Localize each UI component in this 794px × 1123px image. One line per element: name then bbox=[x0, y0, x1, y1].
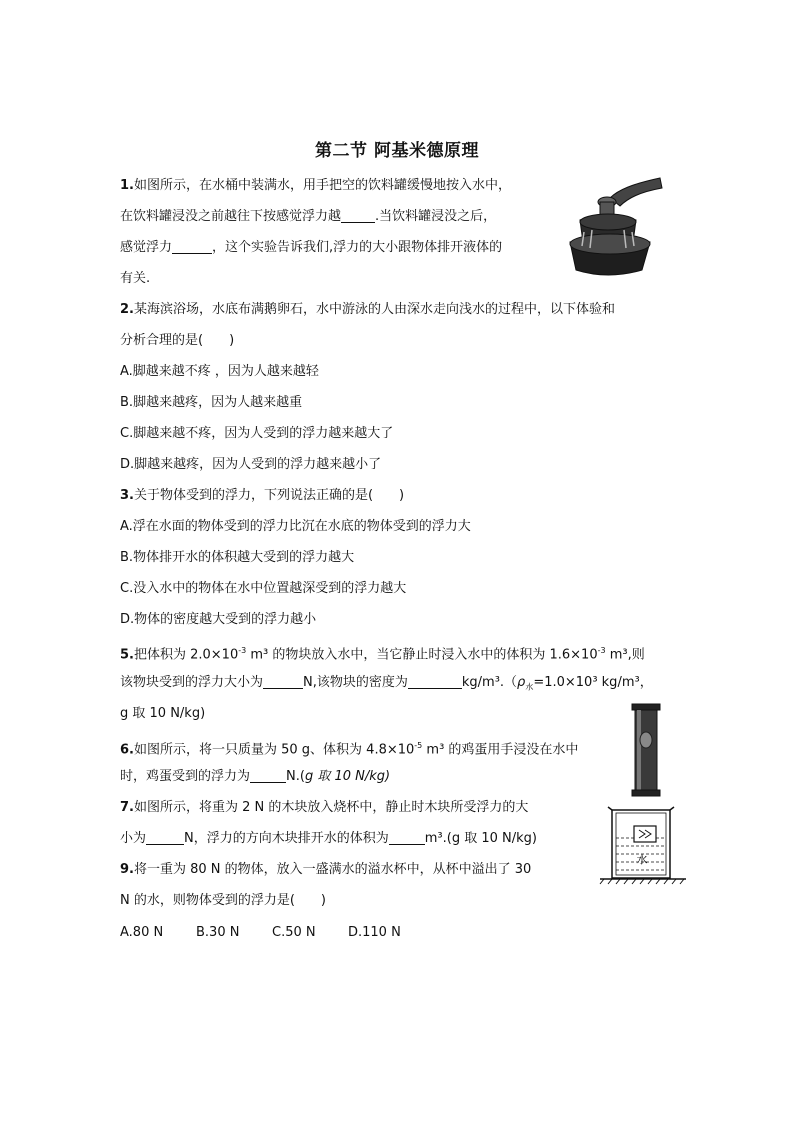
q3-option-a-text: 浮在水面的物体受到的浮力比沉在水底的物体受到的浮力大 bbox=[132, 519, 471, 534]
q3-option-c-letter: C. bbox=[120, 581, 134, 596]
q3-text-1: 关于物体受到的浮力，下列说法正确的是( ) bbox=[133, 488, 405, 503]
q3-option-a[interactable] bbox=[120, 518, 471, 536]
q7-number: 7. bbox=[120, 800, 134, 815]
page-title: 第二节 阿基米德原理 bbox=[315, 141, 479, 161]
q9-number: 9. bbox=[120, 862, 134, 877]
q6-text-2c: g 取 10 N/kg) bbox=[304, 769, 391, 784]
q5-exponent-1: -3 bbox=[238, 646, 247, 655]
q3-option-b-text: 物体排开水的体积越大受到的浮力越大 bbox=[133, 550, 355, 565]
q1-number: 1. bbox=[120, 178, 134, 193]
q3-option-d-letter: D. bbox=[120, 612, 135, 627]
q1-line-3 bbox=[120, 239, 502, 257]
q7-text-1: 如图所示，将重为 2 N 的木块放入烧杯中，静止时木块所受浮力的大 bbox=[133, 800, 529, 815]
q7-line-1 bbox=[120, 799, 528, 817]
q3-option-d[interactable] bbox=[120, 611, 316, 629]
q9-line-1 bbox=[120, 861, 531, 879]
q2-text-1: 某海滨浴场，水底布满鹅卵石，水中游泳的人由深水走向浅水的过程中，以下体验和 bbox=[133, 302, 615, 317]
q3-option-b[interactable] bbox=[120, 549, 354, 567]
q1-blank-1[interactable] bbox=[341, 208, 375, 223]
q3-line-1 bbox=[120, 487, 404, 505]
q9-text-1: 将一重为 80 N 的物体，放入一盛满水的溢水杯中，从杯中溢出了 30 bbox=[133, 862, 532, 877]
q5-blank-1[interactable] bbox=[263, 674, 303, 689]
q2-option-b-letter: B. bbox=[120, 395, 134, 410]
q6-text-1a: 如图所示，将一只质量为 50 g、体积为 4.8×10 bbox=[133, 742, 415, 758]
q7-blank-2[interactable] bbox=[389, 830, 425, 845]
q3-option-a-letter: A. bbox=[120, 519, 133, 534]
q5-line-1 bbox=[120, 642, 645, 664]
q9-option-b[interactable]: B.30 N bbox=[196, 925, 240, 940]
q6-blank[interactable] bbox=[250, 768, 286, 783]
q2-option-a-text: 脚越来越不疼 ，因为人越来越轻 bbox=[132, 364, 319, 379]
q2-option-c-text: 脚越来越不疼，因为人受到的浮力越来越大了 bbox=[133, 426, 394, 441]
q2-option-d-letter: D. bbox=[120, 457, 135, 472]
q2-option-b[interactable] bbox=[120, 394, 302, 412]
q9-options bbox=[120, 924, 424, 942]
q2-line-2: 分析合理的是( ) bbox=[120, 333, 235, 348]
q2-option-c[interactable] bbox=[120, 425, 393, 443]
q7-blank-1[interactable] bbox=[146, 830, 184, 845]
q2-line-1 bbox=[120, 301, 615, 319]
q6-line-2 bbox=[120, 768, 390, 786]
cylinder-egg-figure bbox=[628, 702, 664, 798]
q5-rho-symbol: ρ bbox=[517, 675, 526, 690]
q2-option-a-letter: A. bbox=[120, 364, 133, 379]
q1-text-3b: ，这个实验告诉我们,浮力的大小跟物体排开液体的 bbox=[212, 240, 503, 255]
q5-text-2b: N,该物块的密度为 bbox=[303, 675, 408, 690]
q5-line-3: g 取 10 N/kg) bbox=[120, 706, 206, 721]
q5-text-2a: 该物块受到的浮力大小为 bbox=[120, 675, 264, 690]
q1-text-2b: .当饮料罐浸没之后， bbox=[375, 209, 497, 224]
q3-option-c-text: 没入水中的物体在水中位置越深受到的浮力越大 bbox=[133, 581, 407, 596]
q3-option-c[interactable] bbox=[120, 580, 406, 598]
q1-text-1: 如图所示，在水桶中装满水，用手把空的饮料罐缓慢地按入水中， bbox=[133, 178, 511, 193]
q6-text-2a: 时，鸡蛋受到的浮力为 bbox=[120, 769, 251, 784]
q1-text-3a: 感觉浮力 bbox=[120, 240, 173, 255]
q5-blank-2[interactable] bbox=[408, 674, 462, 689]
q6-exponent: -5 bbox=[414, 741, 423, 750]
q9-line-2: N 的水，则物体受到的浮力是( ) bbox=[120, 893, 327, 908]
q5-exponent-2: -3 bbox=[597, 646, 606, 655]
q2-number: 2. bbox=[120, 302, 134, 317]
q5-text-2c: kg/m³.（ bbox=[461, 675, 518, 690]
q7-text-2b: N，浮力的方向 bbox=[184, 831, 272, 846]
q3-number: 3. bbox=[120, 488, 134, 503]
q5-line-2 bbox=[120, 674, 653, 697]
q1-blank-2[interactable] bbox=[172, 239, 212, 254]
q3-option-d-text: 物体的密度越大受到的浮力越小 bbox=[134, 612, 317, 627]
q5-text-1c: m³ 的物块放入水中，当它静止时浸入水中的体积为 1.6×10 bbox=[246, 647, 598, 663]
q7-text-2a: 小为 bbox=[120, 831, 147, 846]
q9-option-c[interactable]: C.50 N bbox=[272, 925, 316, 940]
q7-line-2 bbox=[120, 830, 537, 848]
q6-text-1c: m³ 的鸡蛋用手浸没在水中 bbox=[422, 742, 579, 758]
q5-rho-subscript: 水 bbox=[525, 682, 534, 692]
q5-text-1a: 把体积为 2.0×10 bbox=[133, 647, 239, 663]
q2-option-d[interactable] bbox=[120, 456, 381, 474]
q6-number: 6. bbox=[120, 742, 134, 758]
q5-text-1e: m³,则 bbox=[605, 647, 645, 663]
q6-text-2b: N.( bbox=[286, 769, 305, 784]
q1-text-2a: 在饮料罐浸没之前越往下按感觉浮力越 bbox=[120, 209, 342, 224]
q7-text-2d: m³.(g 取 10 N/kg) bbox=[424, 831, 537, 846]
q2-option-a[interactable] bbox=[120, 363, 319, 381]
q2-option-d-text: 脚越来越疼，因为人受到的浮力越来越小了 bbox=[134, 457, 382, 472]
q7-text-2c: 木块排开水的体积为 bbox=[271, 831, 389, 846]
q2-option-b-text: 脚越来越疼，因为人越来越重 bbox=[133, 395, 303, 410]
q1-line-4: 有关. bbox=[120, 271, 151, 286]
q9-option-a[interactable]: A.80 N bbox=[120, 925, 164, 940]
beaker-water-label: 水 bbox=[636, 853, 648, 866]
q5-text-2d: =1.0×10³ kg/m³， bbox=[533, 675, 653, 690]
bucket-figure bbox=[562, 172, 666, 284]
q2-option-c-letter: C. bbox=[120, 426, 134, 441]
q3-option-b-letter: B. bbox=[120, 550, 134, 565]
q1-line-1 bbox=[120, 177, 511, 195]
q6-line-1 bbox=[120, 737, 578, 759]
q5-number: 5. bbox=[120, 647, 134, 663]
beaker-figure bbox=[598, 804, 688, 886]
q9-option-d[interactable]: D.110 N bbox=[348, 925, 401, 940]
q1-line-2 bbox=[120, 208, 496, 226]
